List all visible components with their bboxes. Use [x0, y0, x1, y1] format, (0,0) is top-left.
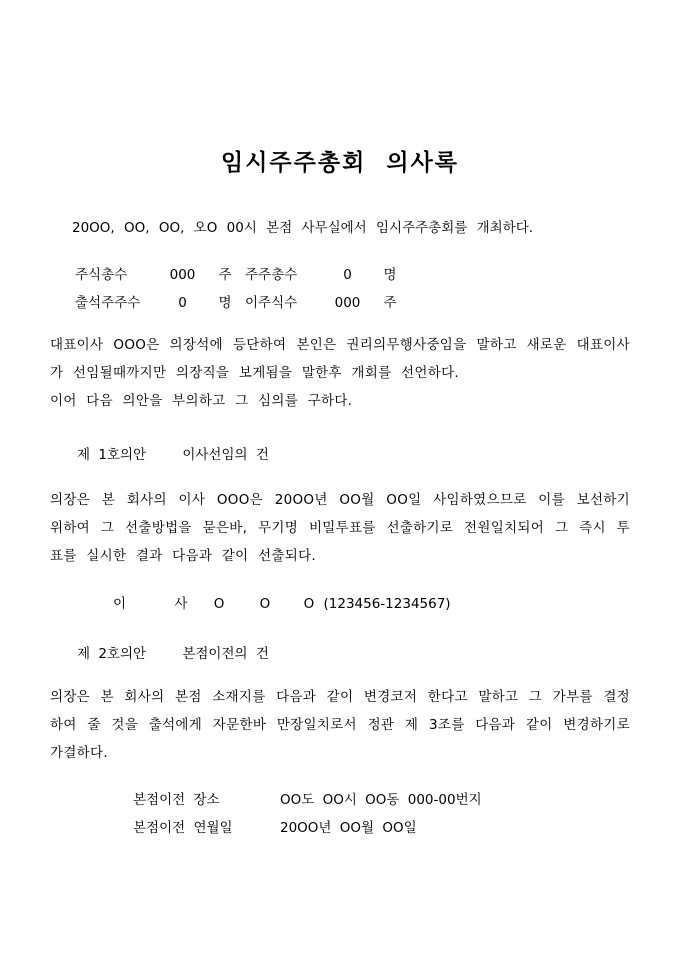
relocation-date-value: 20OO년 OO월 OO일 — [280, 820, 417, 836]
total-shareholders-label: 주주총수 — [245, 267, 298, 283]
document-title: 임시주주총회 의사록 — [221, 150, 459, 176]
meeting-intro: 20OO, OO, OO, 오O 00시 본점 사무실에서 임시주주총회를 개최하다. — [72, 220, 534, 236]
agenda-1-number: 제 1호의안 — [77, 447, 147, 463]
share-table-row — [75, 289, 630, 317]
director-election-result — [50, 590, 630, 618]
total-shares-unit: 주 — [218, 267, 232, 283]
relocation-place-value: OO도 OO시 OO동 000-00번지 — [280, 792, 482, 808]
relocation-place-label: 본점이전 장소 — [133, 792, 220, 808]
director-name-char-3: O — [303, 596, 315, 612]
director-title-char-1: 이 — [113, 596, 127, 612]
attending-shares-value: 000 — [334, 295, 361, 311]
total-shareholders-value: 0 — [343, 267, 352, 283]
attending-shareholders-label: 출석주주수 — [75, 295, 141, 311]
relocation-details — [50, 786, 630, 842]
director-name-char-1: O — [213, 596, 225, 612]
detail-row — [133, 786, 630, 814]
attending-shareholders-unit: 명 — [218, 295, 232, 311]
total-shares-label: 주식총수 — [75, 267, 128, 283]
agenda-2-title: 본점이전의 건 — [182, 646, 269, 662]
attending-shareholders-value: 0 — [178, 295, 187, 311]
agenda-2-body: 의장은 본 회사의 본점 소재지를 다음과 같이 변경코저 한다고 말하고 그 가부를 결정하여 줄 것을 출석에게 자문한바 만장일치로서 정관 제 3조를 다음과 같이 변경하기로 가결하다. — [50, 689, 630, 761]
relocation-date-label: 본점이전 연월일 — [133, 820, 233, 836]
agenda-2-heading — [50, 640, 630, 668]
agenda-2-number: 제 2호의안 — [77, 646, 147, 662]
total-shareholders-unit: 명 — [383, 267, 397, 283]
director-name-char-2: O — [259, 596, 271, 612]
director-registration-number: (123456-1234567) — [323, 596, 451, 612]
director-title-char-2: 사 — [174, 596, 188, 612]
attending-shares-unit: 주 — [383, 295, 397, 311]
total-shares-value: 000 — [169, 267, 196, 283]
agenda-1-heading — [50, 441, 630, 469]
attending-shares-label: 이주식수 — [245, 295, 298, 311]
opening-statement — [50, 331, 630, 415]
share-count-table — [50, 261, 630, 317]
agenda-1-title: 이사선임의 건 — [182, 447, 269, 463]
opening-paragraph-1: 대표이사 OOO은 의장석에 등단하여 본인은 권리의무행사중임을 말하고 새로운 대표이사가 선임될때까지만 의장직을 보게됨을 말한후 개회를 선언하다. — [50, 337, 630, 381]
detail-row — [133, 814, 630, 842]
opening-paragraph-2: 이어 다음 의안을 부의하고 그 심의를 구하다. — [50, 393, 353, 409]
share-table-row — [75, 261, 630, 289]
agenda-1-body: 의장은 본 회사의 이사 OOO은 20OO년 OO월 OO일 사임하였으므로 이를 보선하기 위하여 그 선출방법을 묻은바, 무기명 비밀투표를 선출하기로 전원일치되어 그 즉시 투표를 실시한 결과 다음과 같이 선출되다. — [50, 492, 630, 564]
